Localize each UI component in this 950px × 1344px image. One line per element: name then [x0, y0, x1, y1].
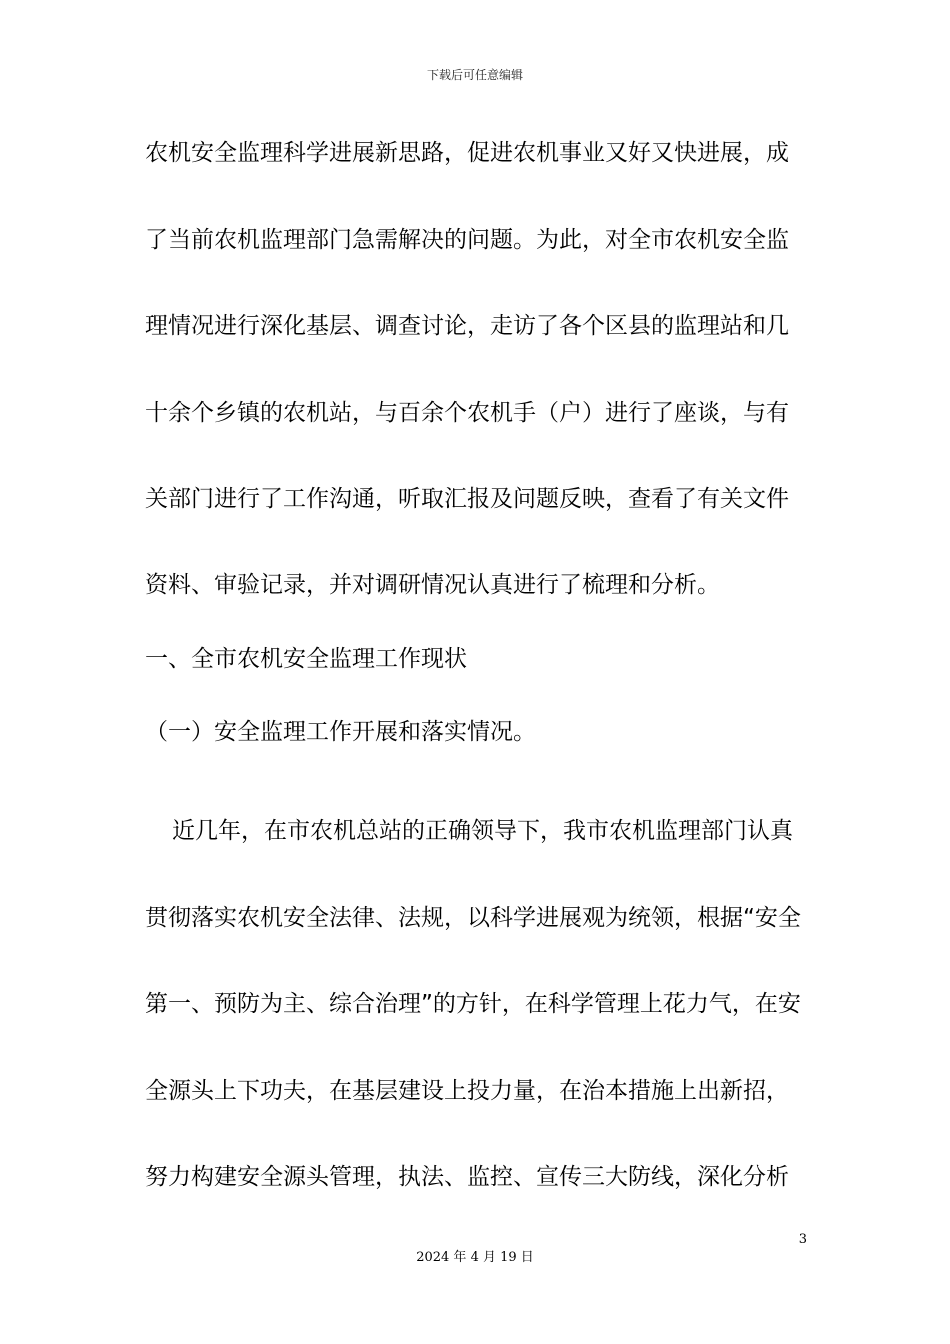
body-line: 农机安全监理科学进展新思路，促进农机事业又好又快进展，成 — [145, 140, 789, 166]
body-line: 十余个乡镇的农机站，与百余个农机手（户）进行了座谈，与有 — [145, 400, 789, 426]
page-header: 下载后可任意编辑 — [426, 68, 523, 82]
body-line: 近几年，在市农机总站的正确领导下，我市农机监理部门认真 — [172, 818, 793, 844]
body-line: 第一、预防为主、综合治理”的方针，在科学管理上花力气，在安 — [145, 991, 801, 1017]
body-line: 贯彻落实农机安全法律、法规，以科学进展观为统领，根据“安全 — [145, 905, 801, 931]
body-line: 理情况进行深化基层、调查讨论，走访了各个区县的监理站和几 — [145, 313, 789, 339]
body-line: 资料、审验记录，并对调研情况认真进行了梳理和分析。 — [145, 572, 720, 598]
body-line: 关部门进行了工作沟通，听取汇报及问题反映，查看了有关文件 — [145, 486, 789, 512]
body-line: 了当前农机监理部门急需解决的问题。为此，对全市农机安全监 — [145, 227, 789, 253]
body-line: 努力构建安全源头管理，执法、监控、宣传三大防线，深化分析 — [145, 1164, 789, 1190]
footer-date: 2024 年 4 月 19 日 — [416, 1250, 534, 1265]
page-number: 3 — [798, 1232, 807, 1247]
section-heading: 一、全市农机安全监理工作现状 — [145, 646, 467, 672]
subsection-heading: （一）安全监理工作开展和落实情况。 — [145, 719, 536, 745]
body-line: 全源头上下功夫，在基层建设上投力量，在治本措施上出新招， — [145, 1078, 789, 1104]
